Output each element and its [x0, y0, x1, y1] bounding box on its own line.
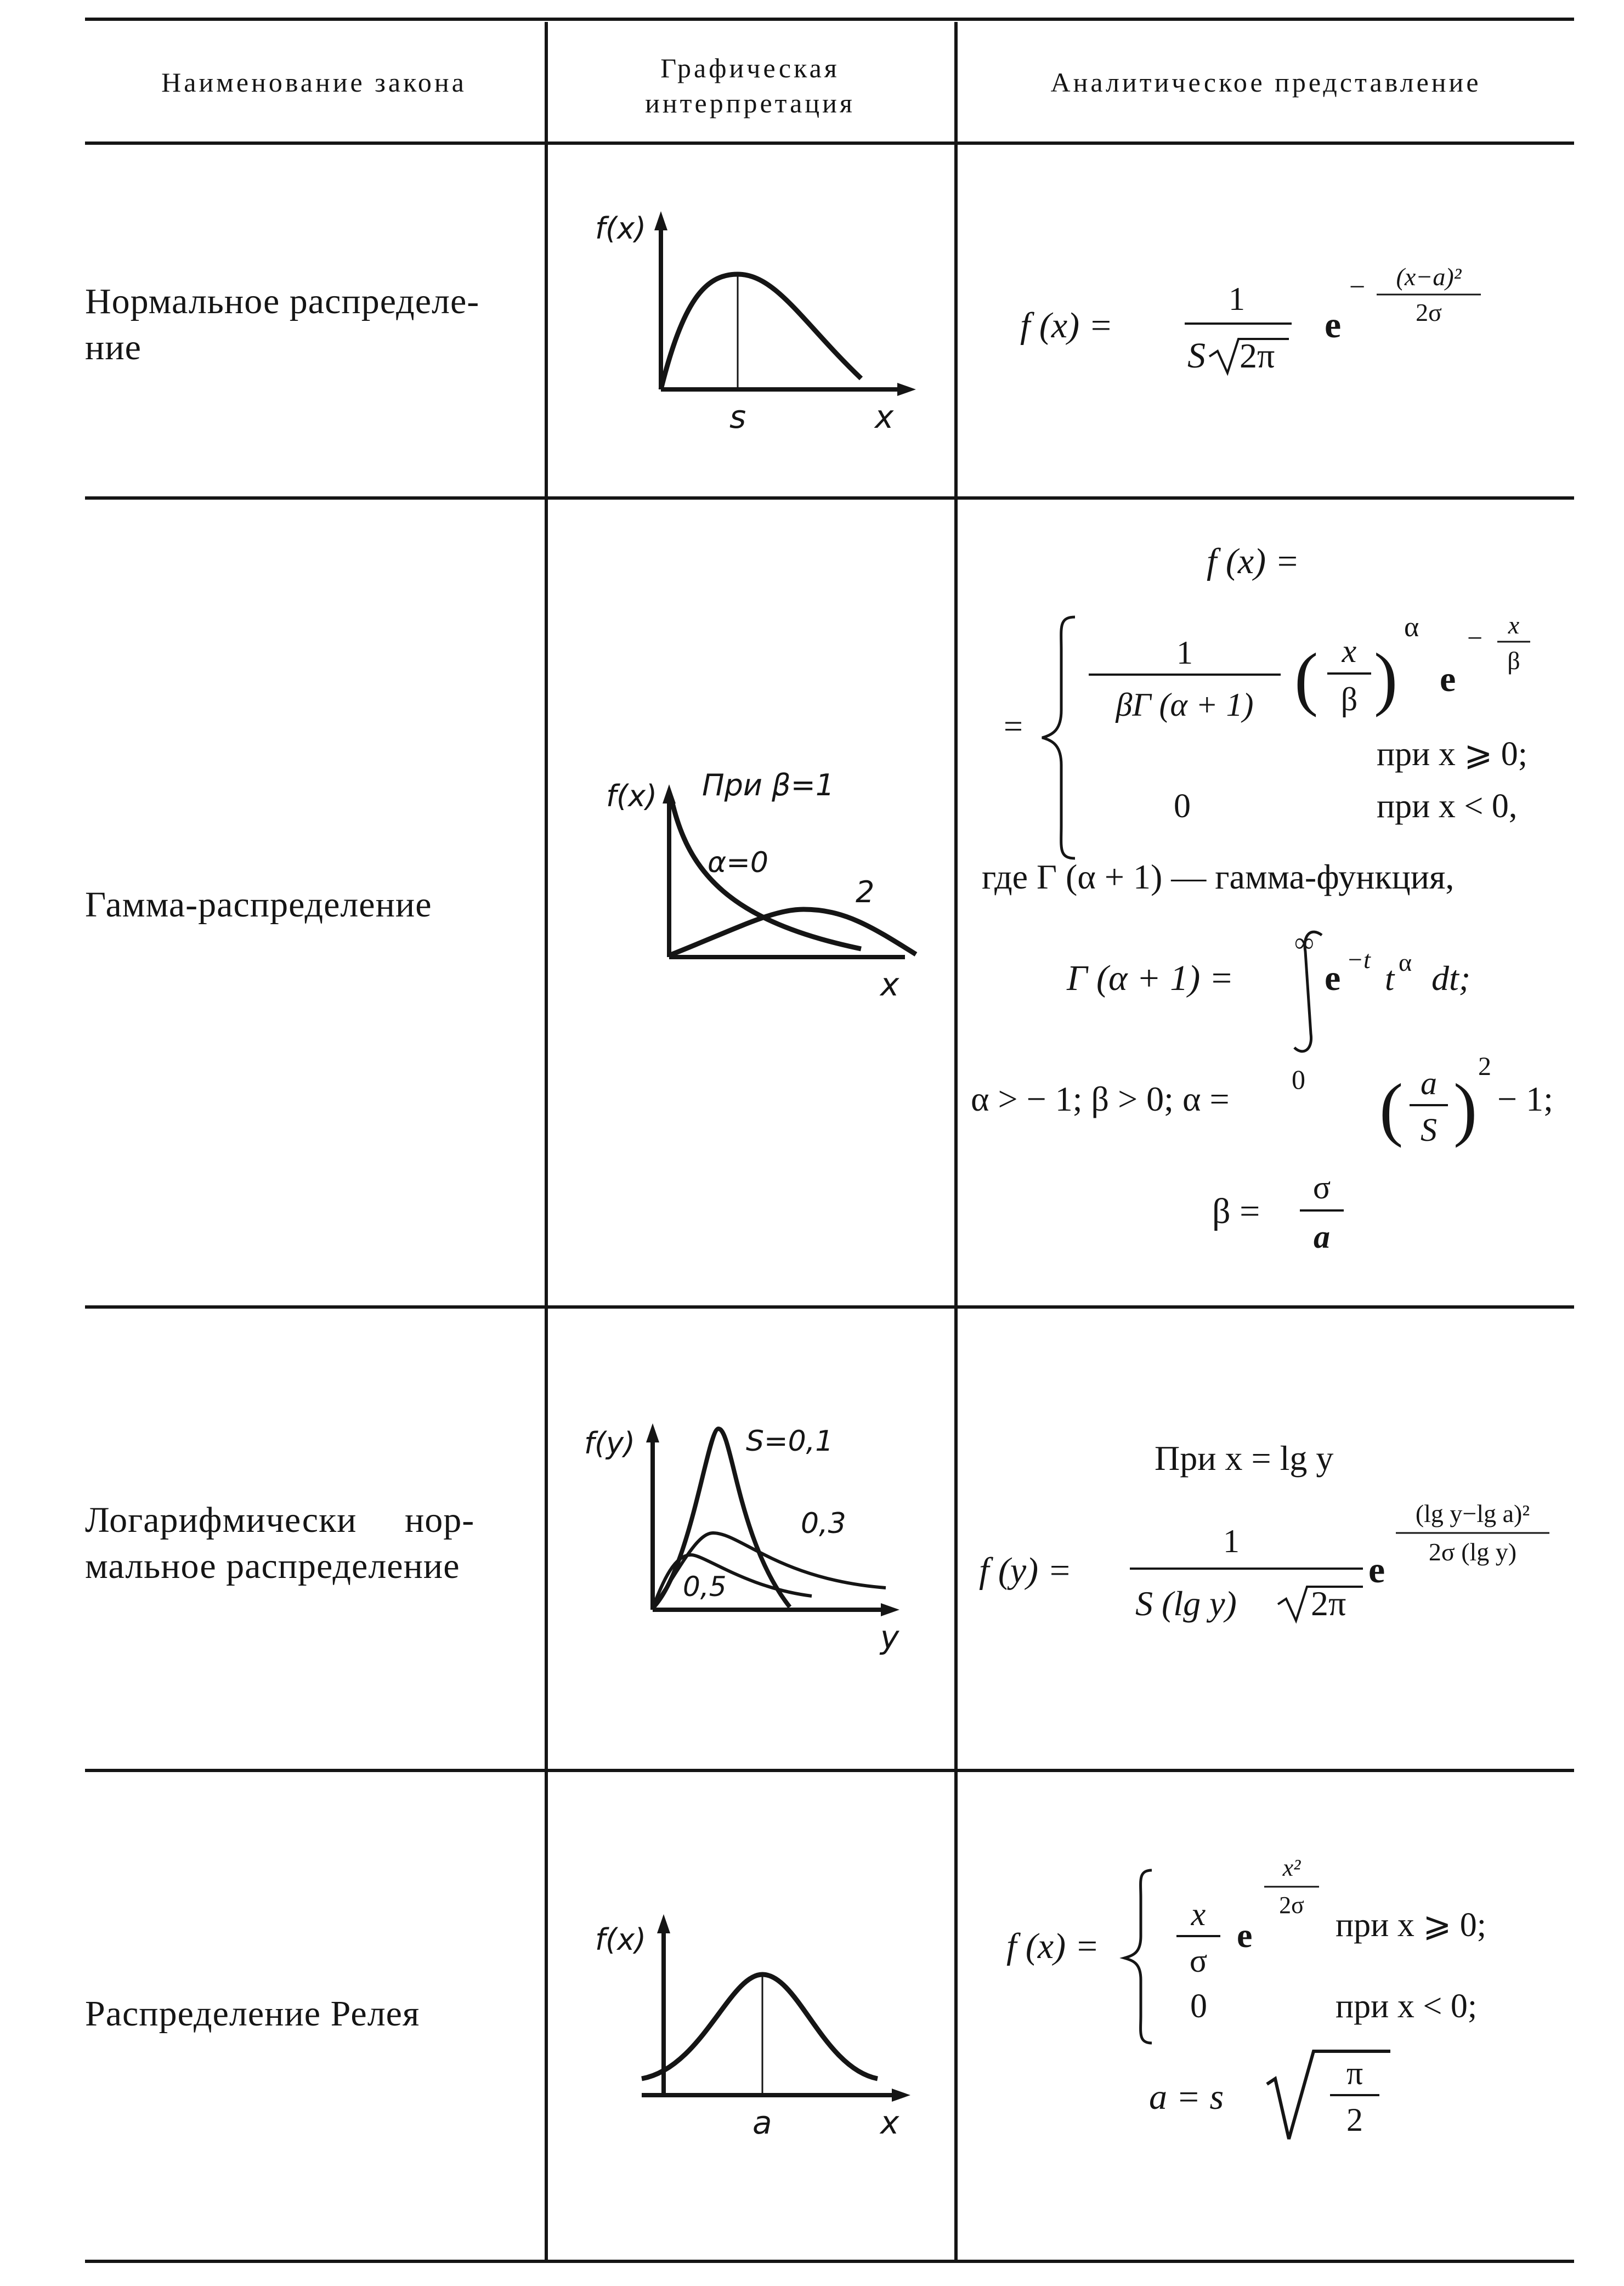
x-axis-label: x: [880, 966, 899, 1003]
exp-denominator: 2σ: [1416, 298, 1442, 326]
y-axis-arrow-icon: [657, 1914, 670, 1933]
paren-open: (: [1294, 639, 1319, 718]
law-name-line: Логарифмически нор-: [85, 1500, 475, 1540]
power-alpha: α: [1404, 612, 1419, 643]
exp-numerator: x: [1508, 611, 1520, 639]
paren-close: ): [1453, 1070, 1478, 1148]
integral-lower: 0: [1292, 1064, 1305, 1095]
exp-numerator: (x−a)²: [1396, 263, 1462, 291]
eq-sign: =: [1004, 708, 1023, 745]
frac-S: S: [1421, 1112, 1437, 1148]
power-2: 2: [1478, 1052, 1491, 1081]
condition-line-right: − 1;: [1497, 1079, 1553, 1118]
a-lhs: a = s: [1149, 2077, 1224, 2117]
x-axis-label: x: [875, 398, 894, 435]
column-divider: [954, 22, 958, 2261]
formula-lhs: f (x) =: [1020, 305, 1113, 346]
curve-label-s01: S=0,1: [746, 1425, 834, 1458]
condition-1: при x ⩾ 0;: [1377, 735, 1528, 773]
condition-2: при x < 0,: [1377, 788, 1518, 825]
integrand-dt: dt;: [1431, 959, 1471, 998]
y-axis-arrow-icon: [646, 1423, 659, 1442]
y-axis-label: f(x): [606, 779, 658, 813]
substitution-line: При x = lg y: [1155, 1439, 1334, 1478]
zero-branch: 0: [1174, 788, 1191, 825]
rayleigh-curve: [642, 1974, 878, 2079]
exp-denominator: 2σ: [1279, 1892, 1304, 1919]
law-name-line: Нормальное распределе-: [85, 281, 480, 321]
table-top-rule: [85, 18, 1574, 21]
sqrt-content: 2π: [1240, 336, 1275, 375]
integrand-exp: −t: [1346, 946, 1371, 974]
sqrt-frac-num: π: [1346, 2055, 1363, 2091]
exp-minus: −: [1349, 271, 1366, 303]
formula-top: f (x) =: [1207, 541, 1300, 581]
law-name-rayleigh: Распределение Релея: [85, 1994, 420, 2034]
normal-curve: [661, 274, 861, 389]
x-axis-arrow-icon: [892, 2089, 910, 2102]
column-divider: [545, 22, 548, 2261]
where-line: где Γ (α + 1) — гамма-функция,: [982, 857, 1455, 896]
sqrt-frac-den: 2: [1346, 2102, 1363, 2138]
law-name-line: ние: [85, 327, 142, 367]
row-divider: [85, 496, 1574, 500]
formula-lhs: f (y) =: [979, 1551, 1072, 1591]
exp-base: e: [1237, 1916, 1253, 1955]
fraction-den-s: S: [1187, 336, 1206, 376]
header-formula: Аналитическое представление: [1050, 67, 1481, 98]
fraction-numerator: 1: [1223, 1523, 1240, 1559]
curve-label-05: 0,5: [683, 1571, 727, 1603]
header-graph-line2: интерпретация: [645, 88, 855, 118]
graph-gamma: [598, 762, 927, 1009]
exp-minus: −: [1467, 623, 1483, 653]
integrand-e: e: [1325, 958, 1341, 998]
curve-label-03: 0,3: [801, 1507, 846, 1540]
paren-frac-den: β: [1340, 681, 1358, 717]
law-name-gamma: Гамма-распределение: [85, 885, 432, 925]
curve-label-alpha0: α=0: [708, 846, 768, 879]
law-name-line: мальное распределение: [85, 1546, 460, 1586]
row-divider: [85, 1769, 1574, 1772]
lognormal-curve-s05: [653, 1555, 812, 1608]
condition-1: при x ⩾ 0;: [1336, 1906, 1487, 1944]
beta-lhs: β =: [1212, 1191, 1260, 1231]
gamma-def-lhs: Γ (α + 1) =: [1067, 958, 1234, 998]
graph-rayleigh: [581, 1909, 921, 2139]
paren-close: ): [1374, 639, 1398, 718]
fraction-numerator: 1: [1229, 281, 1245, 317]
header-bottom-rule: [85, 142, 1574, 145]
integrand-t: t: [1385, 960, 1395, 998]
paren-frac-num: x: [1342, 633, 1357, 669]
zero-branch: 0: [1190, 1988, 1207, 2025]
y-axis-label: f(x): [595, 1922, 647, 1957]
row-divider: [85, 1305, 1574, 1309]
condition-2: при x < 0;: [1336, 1988, 1478, 2025]
exp-base: e: [1440, 659, 1456, 699]
formula-normal: [1020, 263, 1569, 395]
header-graph: [548, 50, 952, 121]
table-bottom-rule: [85, 2260, 1574, 2263]
x-axis-arrow-icon: [897, 383, 916, 396]
curve-label-2: 2: [856, 875, 875, 909]
gamma-fraction-den: βΓ (α + 1): [1116, 687, 1254, 723]
mode-label: s: [729, 398, 746, 435]
integrand-alpha: α: [1399, 948, 1412, 976]
y-axis-arrow-icon: [654, 211, 667, 230]
exp-numerator: x²: [1282, 1854, 1301, 1881]
fraction-denominator: σ: [1189, 1943, 1208, 1979]
gamma-fraction-num: 1: [1176, 635, 1193, 671]
exp-base: e: [1368, 1549, 1385, 1591]
integral-upper: ∞: [1294, 927, 1314, 958]
graph-normal: [587, 208, 916, 439]
y-axis-label: f(x): [595, 211, 647, 246]
graph-caption: При β=1: [702, 768, 835, 802]
x-axis-label: x: [880, 2104, 899, 2141]
exp-numerator: (lg y−lg a)²: [1415, 1500, 1530, 1527]
formula-lognormal: [979, 1437, 1571, 1667]
beta-frac-num: σ: [1312, 1169, 1331, 1206]
law-name-normal: [85, 279, 479, 371]
condition-line-left: α > − 1; β > 0; α =: [971, 1079, 1230, 1118]
mode-label: a: [752, 2104, 772, 2141]
exp-base: e: [1325, 304, 1342, 346]
header-law-name: Наименование закона: [161, 67, 467, 98]
formula-rayleigh: [1006, 1848, 1566, 2155]
header-graph-line1: Графическая: [660, 53, 840, 83]
fraction-numerator: x: [1191, 1896, 1206, 1932]
x-axis-arrow-icon: [881, 1603, 899, 1616]
sqrt-content: 2π: [1311, 1584, 1346, 1623]
law-name-lognormal: [85, 1497, 529, 1589]
y-axis-label: f(y): [584, 1426, 636, 1461]
paren-open: (: [1379, 1070, 1404, 1148]
formula-lhs: f (x) =: [1006, 1926, 1100, 1966]
exp-denominator: β: [1507, 647, 1520, 675]
exp-denominator: 2σ (lg y): [1428, 1538, 1517, 1566]
brace-icon: [1042, 617, 1075, 858]
beta-frac-den: a: [1314, 1219, 1330, 1255]
formula-gamma: [971, 540, 1574, 1270]
x-axis-label: y: [880, 1619, 899, 1656]
frac-a: a: [1421, 1065, 1437, 1101]
graph-lognormal: [581, 1404, 921, 1656]
brace-icon: [1124, 1870, 1152, 2043]
fraction-den-s: S (lg y): [1135, 1584, 1237, 1623]
